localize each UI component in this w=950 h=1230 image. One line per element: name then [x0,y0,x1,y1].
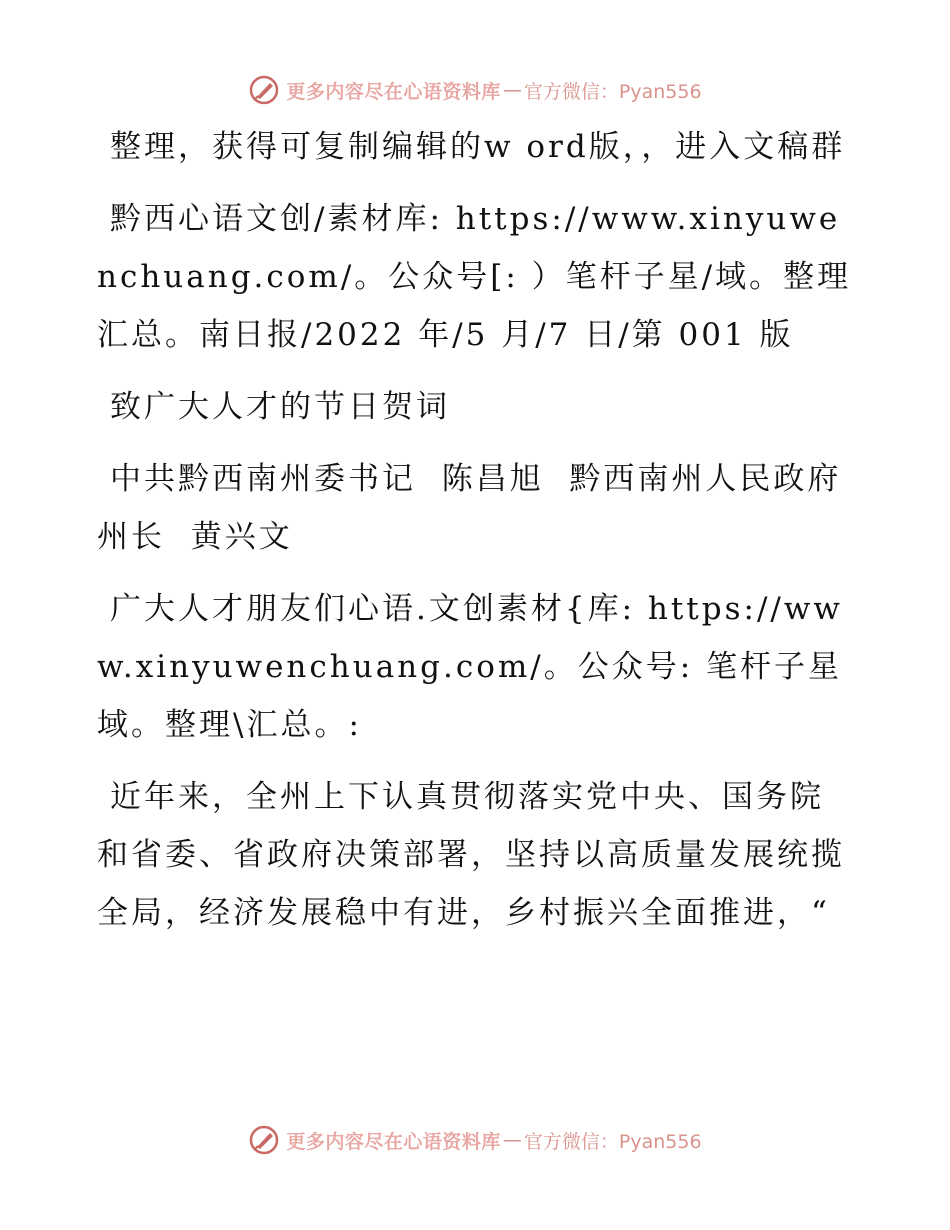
banner-separator: — [502,79,522,101]
document-title: 致广大人才的节日贺词 [110,389,450,425]
pen-quill-logo-icon [248,74,280,106]
pen-quill-logo-icon [248,1124,280,1156]
paragraph-2: 黔西心语文创/素材库: https://www.xinyuwenchuang.com/。公众号[: ）笔杆子星/域。整理汇总。南日报/2022 年/5 月/7 日/第 001 版 [97,201,852,353]
salutation: 广大人才朋友们心语.文创素材{库: https://www.xinyuwenchuang.com/。公众号: 笔杆子星域。整理\汇总。: [97,591,843,743]
footer-banner [0,1120,950,1160]
document-body [97,118,857,956]
header-banner [0,70,950,110]
authors-line: 中共黔西南州委书记 陈昌旭 黔西南州人民政府州长 黄兴文 [97,461,842,555]
paragraph-1: 整理，获得可复制编辑的w ord版，，进入文稿群 [110,129,846,165]
banner-wechat: 官方微信：Pyan556 [523,80,702,103]
banner-text: 更多内容尽在心语资料库 [286,80,501,103]
banner-text: 更多内容尽在心语资料库 [286,1130,501,1153]
banner-wechat: 官方微信：Pyan556 [523,1130,702,1153]
paragraph-body: 近年来，全州上下认真贯彻落实党中央、国务院和省委、省政府决策部署，坚持以高质量发展统揽全局，经济发展稳中有进，乡村振兴全面推进，“ [97,779,845,931]
banner-separator: — [502,1129,522,1151]
